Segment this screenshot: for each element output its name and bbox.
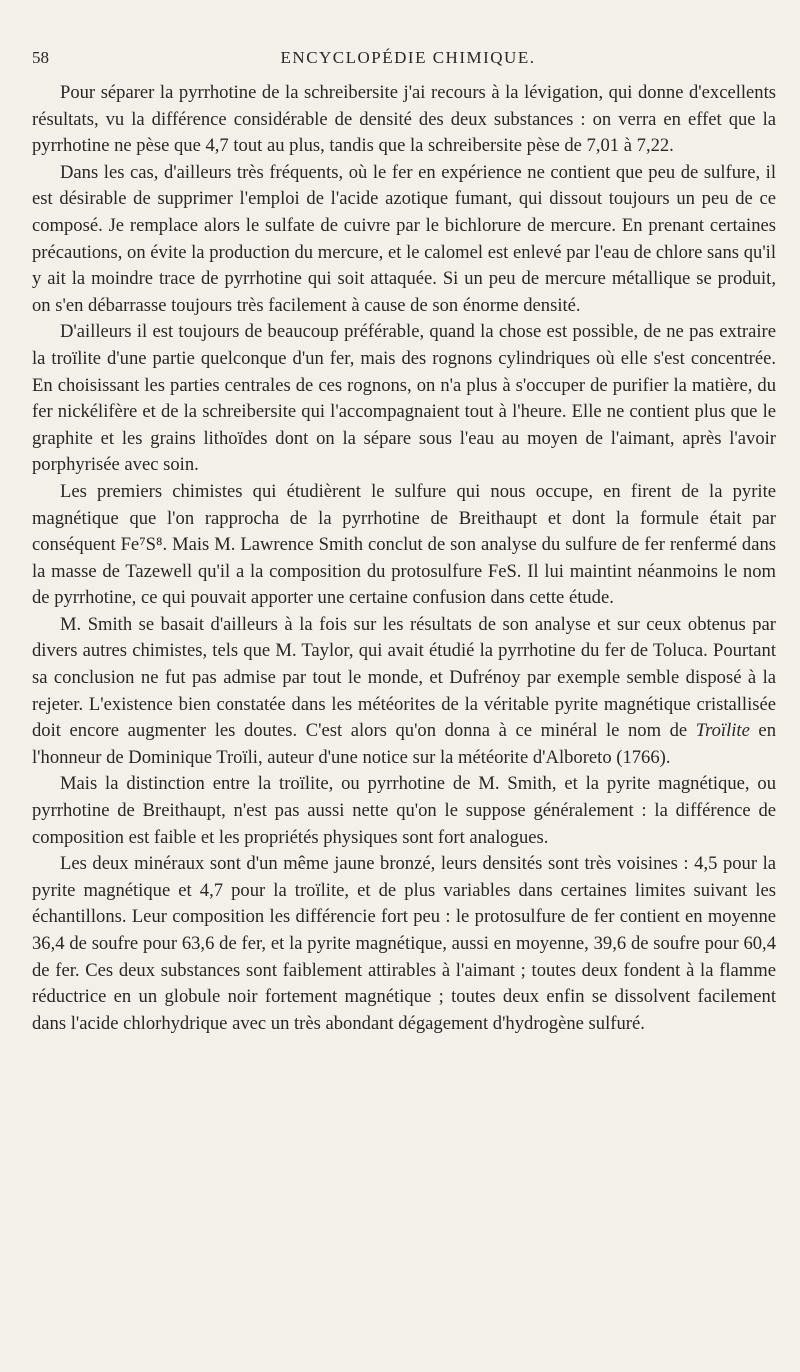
paragraph-levigation: Pour séparer la pyrrhotine de la schreibersite j'ai recours à la lévigation, qui donne d'excellents résultats, vu la différence considérable de densité des deux substances : on verra en effet que la pyrrhotine ne pèse que 4,7 tout au plus, tandis que la schreibersite pèse de 7,01 à 7,22. <box>32 82 776 157</box>
paragraph-distinction: Mais la distinction entre la troïlite, ou pyrrhotine de M. Smith, et la pyrite magnétique, ou pyrrhotine de Breithaupt, n'est pas aussi nette qu'on le suppose généralement : la différence de composition est faible et les propriétés physiques sont fort analogues. <box>32 773 776 848</box>
page-number: 58 <box>32 48 49 67</box>
troilite-term: Troïlite <box>695 720 750 742</box>
paragraph-pyrite-history: Les premiers chimistes qui étudièrent le sulfure qui nous occupe, en firent de la pyrite magnétique que l'on rapprocha de la pyrrhotine de Breithaupt et dont la formule était par conséquent Fe⁷S⁸. Mais M. Lawrence Smith conclut de son analyse du sulfure de fer renfermé dans la masse de Tazewell qu'il a la composition du protosulfure FeS. Il lui maintint néanmoins le nom de pyrrhotine, ce qui pouvait apporter une certaine confusion dans cette étude. <box>32 480 776 609</box>
paragraph-rognons: D'ailleurs il est toujours de beaucoup préférable, quand la chose est possible, de ne pas extraire la troïlite d'une partie quelconque d'un fer, mais des rognons cylindriques où elle s'est concentrée. En choisissant les parties centrales de ces rognons, on n'a plus à s'occuper de purifier la matière, du fer nickélifère et de la schreibersite qui l'accompagnaient tout à l'heure. Elle ne contient plus que le graphite et les grains lithoïdes dont on la sépare sous l'eau au moyen de l'aimant, après l'avoir porphyrisée avec soin. <box>32 321 776 476</box>
paragraph-smith-text: M. Smith se basait d'ailleurs à la fois sur les résultats de son analyse et sur ceux obtenus par divers autres chimistes, tels que M. Taylor, qui avait étudié la pyrrhotine du fer de Toluca. Pourtant sa conclusion ne fut pas admise par tout le monde, et Dufrénoy par exemple semble disposé à la rejeter. L'existence bien constatée dans les météorites de la véritable pyrite magnétique cristallisée doit encore augmenter les doutes. C'est alors qu'on donna à ce minéral le nom de <box>32 613 776 742</box>
body-text <box>32 80 776 1037</box>
paragraph-mercury: Dans les cas, d'ailleurs très fréquents, où le fer en expérience ne contient que peu de sulfure, il est désirable de supprimer l'emploi de l'acide azotique fumant, qui dissout toujours un peu de ce composé. Je remplace alors le sulfate de cuivre par le bichlorure de mercure. En prenant certaines précautions, on évite la production du mercure, et le calomel est enlevé par l'eau de chlore sans qu'il y ait la moindre trace de pyrrhotine qui soit attaquée. Si un peu de mercure métallique se produit, on s'en débarrasse toujours très facilement à cause de son énorme densité. <box>32 161 776 316</box>
paragraph-smith <box>32 612 776 772</box>
paragraph-smith-end: en l'honneur de Dominique Troïli, auteur d'une notice sur la météorite d'Alboreto (1766). <box>32 720 776 768</box>
paragraph-properties: Les deux minéraux sont d'un même jaune bronzé, leurs densités sont très voisines : 4,5 pour la pyrite magnétique et 4,7 pour la troïlite, et de plus variables dans certaines limites suivant les échantillons. Leur composition les différencie fort peu : le protosulfure de fer contient en moyenne 36,4 de soufre pour 63,6 de fer, et la pyrite magnétique, aussi en moyenne, 39,6 de soufre pour 60,4 de fer. Ces deux substances sont faiblement attirables à l'aimant ; toutes deux fondent à la flamme réductrice en un globule noir fortement magnétique ; toutes deux enfin se dissolvent facilement dans l'acide chlorhydrique avec un très abondant dégagement d'hydrogène sulfuré. <box>32 853 776 1034</box>
page-header <box>32 48 784 70</box>
running-title: ENCYCLOPÉDIE CHIMIQUE. <box>280 48 536 67</box>
